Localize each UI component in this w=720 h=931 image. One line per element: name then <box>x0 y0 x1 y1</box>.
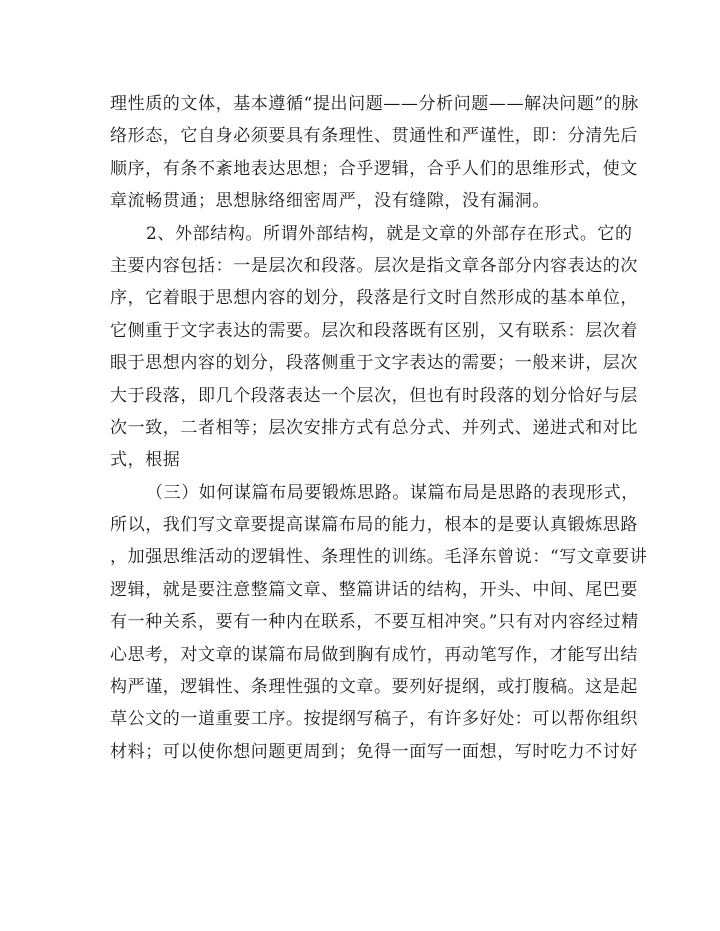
text-line: 所以，我们写文章要提高谋篇布局的能力，根本的是要认真锻炼思路 <box>110 515 638 536</box>
text-line: 理性质的文体，基本遵循“提出问题——分析问题——解决问题”的脉 <box>110 94 639 114</box>
document-body <box>110 88 648 768</box>
text-line: （三）如何谋篇布局要锻炼思路。谋篇布局是思路的表现形式， <box>146 482 639 503</box>
text-line: 眼于思想内容的划分，段落侧重于文字表达的需要；一般来讲，层次 <box>110 353 638 374</box>
text-line: ，加强思维活动的逻辑性、条理性的训练。毛泽东曾说：“写文章要讲 <box>110 547 648 568</box>
text-line: 有一种关系，要有一种内在联系，不要互相冲突。”只有对内容经过精 <box>110 612 639 633</box>
text-line: 构严谨，逻辑性、条理性强的文章。要列好提纲，或打腹稿。这是起 <box>110 677 638 698</box>
text-line: 草公文的一道重要工序。按提纲写稿子，有许多好处：可以帮你组织 <box>110 709 638 730</box>
text-line: 2、外部结构。所谓外部结构，就是文章的外部存在形式。它的 <box>146 223 633 244</box>
text-line: 大于段落，即几个段落表达一个层次，但也有时段落的划分恰好与层 <box>110 385 638 406</box>
text-line: 材料；可以使你想问题更周到；免得一面写一面想，写时吃力不讨好 <box>110 741 638 762</box>
text-line: 主要内容包括：一是层次和段落。层次是指文章各部分内容表达的次 <box>110 255 638 276</box>
text-line: 式，根据 <box>110 450 181 471</box>
text-line: 逻辑，就是要注意整篇文章、整篇讲话的结构，开头、中间、尾巴要 <box>110 579 638 600</box>
text-line: 序，它着眼于思想内容的划分，段落是行文时自然形成的基本单位， <box>110 288 638 309</box>
text-line: 它侧重于文字表达的需要。层次和段落既有区别，又有联系：层次着 <box>110 320 638 341</box>
text-line: 络形态，它自身必须要具有条理性、贯通性和严谨性，即：分清先后 <box>110 126 638 147</box>
text-line: 心思考，对文章的谋篇布局做到胸有成竹，再动笔写作，才能写出结 <box>110 644 638 665</box>
text-line: 顺序，有条不紊地表达思想；合乎逻辑，合乎人们的思维形式，使文 <box>110 158 638 179</box>
text-line: 章流畅贯通；思想脉络细密周严，没有缝隙，没有漏洞。 <box>110 191 550 212</box>
text-line: 次一致，二者相等；层次安排方式有总分式、并列式、递进式和对比 <box>110 417 638 438</box>
